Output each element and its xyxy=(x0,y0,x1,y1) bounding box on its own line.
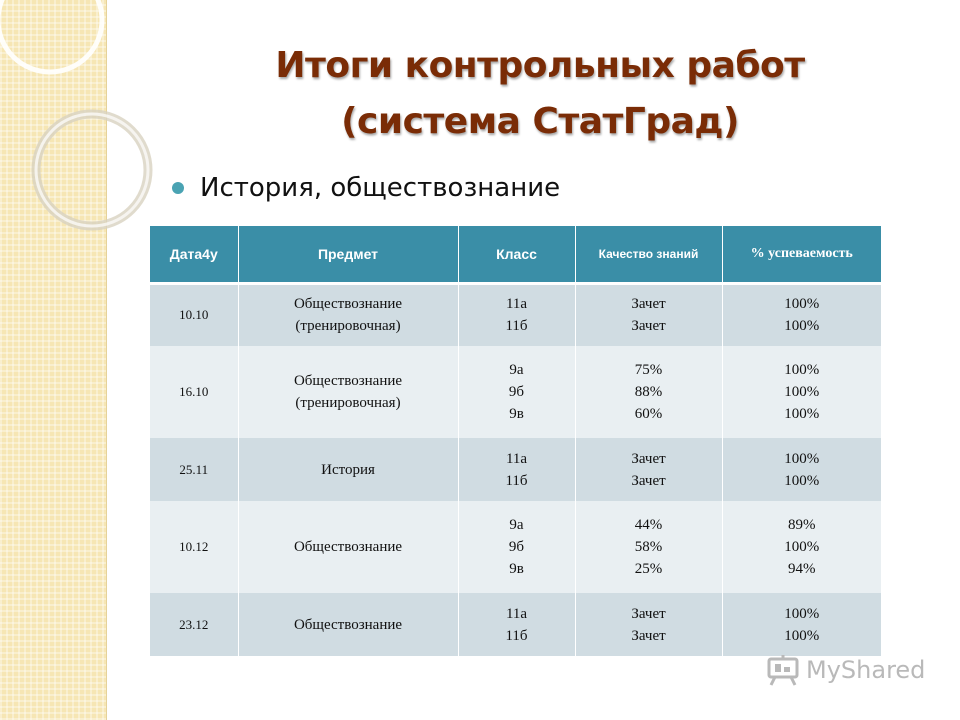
success-cell: 100% 100% 100% xyxy=(784,362,820,422)
table-row xyxy=(150,283,881,346)
success-cell: 89% 100% 94% xyxy=(784,517,820,577)
date-cell: 23.12 xyxy=(150,593,238,656)
table-row xyxy=(150,346,881,438)
table-header-row xyxy=(150,226,881,283)
date-cell: 10.10 xyxy=(150,283,238,346)
table-row xyxy=(150,438,881,501)
quality-cell: 75% 88% 60% xyxy=(575,346,722,438)
quality-cell: Зачет Зачет xyxy=(575,593,722,656)
class-cell: 9а 9б 9в xyxy=(458,346,575,438)
date-cell: 25.11 xyxy=(150,438,238,501)
title-line-1: Итоги контрольных работ xyxy=(275,45,805,86)
header-subject: Предмет xyxy=(238,226,458,283)
bullet-dot-icon xyxy=(172,182,184,194)
quality-cell: Зачет Зачет xyxy=(575,283,722,346)
subject-cell: История xyxy=(238,438,458,501)
slide-title xyxy=(180,38,900,150)
quality-cell: 44% 58% 25% xyxy=(575,501,722,593)
presentation-board-icon xyxy=(766,654,800,686)
success-cell: 100% 100% xyxy=(784,605,820,644)
class-cell: 11а 11б xyxy=(458,593,575,656)
table-row xyxy=(150,593,881,656)
date-cell: 16.10 xyxy=(150,346,238,438)
table-row xyxy=(150,501,881,593)
header-date: Дата4у xyxy=(150,226,238,283)
bullet-text: История, обществознание xyxy=(200,173,561,203)
subject-cell: Обществознание (тренировочная) xyxy=(238,283,458,346)
results-table xyxy=(150,226,881,656)
subject-cell: Обществознание xyxy=(238,593,458,656)
header-quality: Качество знаний xyxy=(575,226,722,283)
date-cell: 10.12 xyxy=(150,501,238,593)
success-cell: 100% 100% xyxy=(784,450,820,489)
watermark xyxy=(766,654,925,686)
watermark-text: MyShared xyxy=(806,656,926,684)
header-success: % успеваемость xyxy=(750,245,853,261)
class-cell: 11а 11б xyxy=(458,283,575,346)
subject-cell: Обществознание (тренировочная) xyxy=(238,346,458,438)
class-cell: 9а 9б 9в xyxy=(458,501,575,593)
bullet-item xyxy=(172,166,560,210)
title-line-2: (система СтатГрад) xyxy=(341,101,739,142)
quality-cell: Зачет Зачет xyxy=(575,438,722,501)
class-cell: 11а 11б xyxy=(458,438,575,501)
header-class: Класс xyxy=(458,226,575,283)
success-cell: 100% 100% xyxy=(784,296,820,335)
subject-cell: Обществознание xyxy=(238,501,458,593)
side-decoration-strip xyxy=(0,0,107,720)
